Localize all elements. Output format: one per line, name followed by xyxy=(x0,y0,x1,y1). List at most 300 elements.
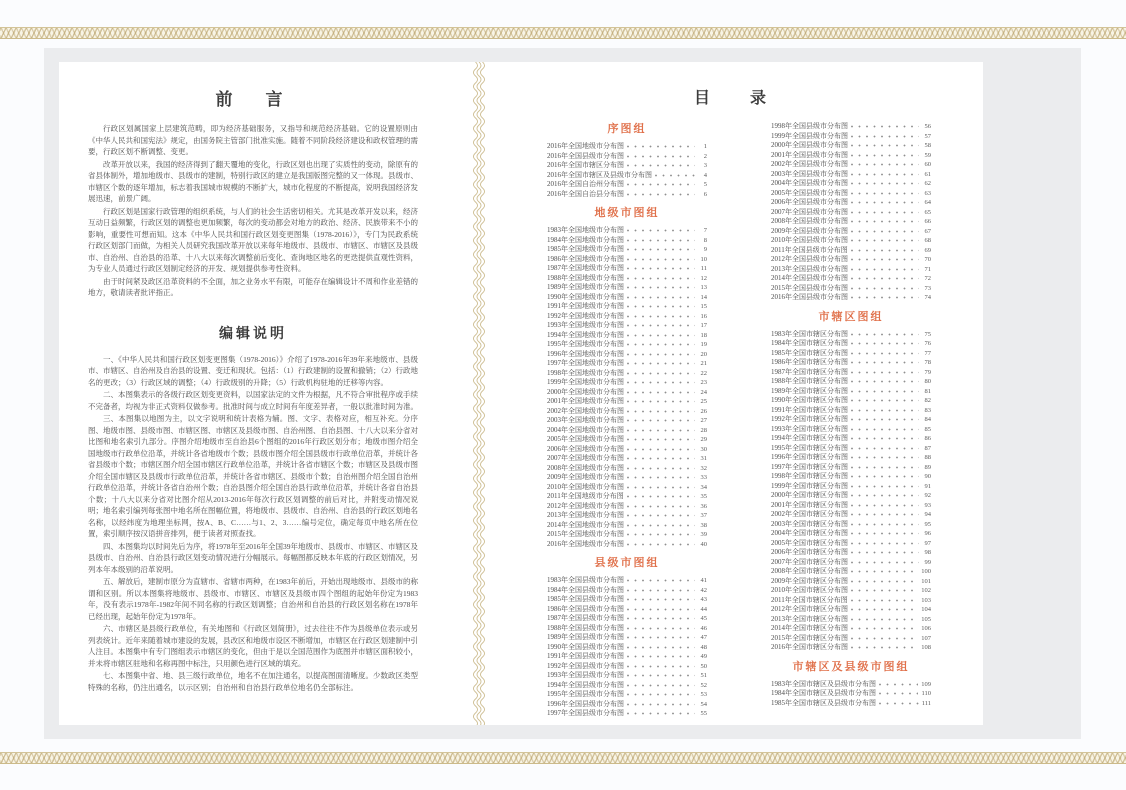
toc-entry-page: 60 xyxy=(924,161,931,168)
dot-leader xyxy=(627,495,695,498)
toc-entry-label: 2000年全国地级市分布图 xyxy=(547,387,624,396)
toc-entry-page: 111 xyxy=(921,699,931,707)
toc-entry-page: 83 xyxy=(924,406,931,414)
toc-entry-page: 43 xyxy=(700,596,707,603)
toc-entry-page: 97 xyxy=(924,539,931,547)
toc-entry xyxy=(547,521,707,531)
dot-leader xyxy=(627,524,695,527)
toc-entry-page: 90 xyxy=(924,473,931,480)
toc-entry-label: 2013年全国地级市分布图 xyxy=(547,511,624,519)
dot-leader xyxy=(851,570,918,573)
toc-entry-page: 98 xyxy=(924,549,931,556)
toc-entry xyxy=(771,179,931,189)
toc-entry-label: 2011年全国县级市分布图 xyxy=(771,245,848,254)
dot-leader xyxy=(627,362,695,365)
toc-entry-label: 2005年全国市辖区分布图 xyxy=(771,538,848,547)
toc-entry-page: 67 xyxy=(924,227,931,235)
toc-entry-page: 22 xyxy=(700,369,707,377)
toc-entry-page: 36 xyxy=(700,502,707,510)
toc-entry-label: 2002年全国市辖区分布图 xyxy=(771,510,848,518)
editorial-paragraphs xyxy=(88,354,418,694)
dot-leader xyxy=(627,400,695,403)
toc-entry-label: 1989年全国县级市分布图 xyxy=(547,633,624,641)
toc-entry-label: 2012年全国县级市分布图 xyxy=(771,255,848,263)
toc-entry xyxy=(547,492,707,502)
toc-entry-label: 1998年全国市辖区分布图 xyxy=(771,472,848,480)
toc-entry xyxy=(547,180,707,190)
toc-entry-label: 2016年全国地级市分布图 xyxy=(547,142,624,150)
toc-entry xyxy=(771,472,931,482)
dot-leader xyxy=(851,125,919,128)
toc-entry-label: 1990年全国市辖区分布图 xyxy=(771,396,848,404)
toc-entry-page: 4 xyxy=(703,171,707,179)
toc-entry-page: 73 xyxy=(924,284,931,292)
toc-entry-label: 2003年全国地级市分布图 xyxy=(547,416,624,424)
toc-entry-label: 1984年全国市辖区分布图 xyxy=(771,339,848,347)
toc-entry xyxy=(771,265,931,275)
toc-entry xyxy=(771,577,931,587)
preface-page xyxy=(59,62,471,725)
toc-entry-page: 29 xyxy=(700,436,707,443)
toc-entry xyxy=(547,388,707,398)
toc-entry-page: 82 xyxy=(924,397,931,404)
toc-entry xyxy=(547,236,707,246)
toc-entry xyxy=(547,700,707,710)
toc-entry xyxy=(547,397,707,407)
dot-leader xyxy=(627,429,695,432)
toc-entry xyxy=(547,435,707,445)
toc-entry xyxy=(771,236,931,246)
toc-entry xyxy=(547,416,707,426)
toc-entry-page: 1 xyxy=(703,143,707,150)
toc-entry-label: 2007年全国地级市分布图 xyxy=(547,454,624,462)
dot-leader xyxy=(627,353,695,356)
dot-leader xyxy=(879,683,918,686)
dot-leader xyxy=(627,703,695,706)
toc-entry-page: 64 xyxy=(924,199,931,206)
dot-leader xyxy=(627,448,695,451)
toc-entry xyxy=(771,284,931,294)
toc-entry-page: 50 xyxy=(700,662,707,670)
dot-leader xyxy=(851,504,919,507)
toc-entry-page: 14 xyxy=(700,293,707,301)
toc-entry-page: 16 xyxy=(700,312,707,320)
toc-entry-label: 1991年全国市辖区分布图 xyxy=(771,405,848,414)
toc-entry xyxy=(771,227,931,237)
toc-entry xyxy=(771,217,931,227)
toc-entry-label: 1983年全国县级市分布图 xyxy=(547,576,624,584)
toc-entry-page: 18 xyxy=(700,331,707,339)
dot-leader xyxy=(851,352,919,355)
dot-leader xyxy=(851,287,919,290)
dot-leader xyxy=(851,523,919,526)
toc-entry-page: 3 xyxy=(703,162,707,169)
editorial-note: 五、解放后，建制市原分为直辖市、省辖市两种，在1983年前后，开始出现地级市、县级市的称谓和区别。所以本图集将地级市、县级市、市辖区、市辖区及县级市四个图组的起始年份定为1983年，没有表示1978年-1982年间不同名称的行政区划调整；自治州和自治县的行政区划名称在1978年已经出现，起始年份定为1978年。 xyxy=(88,577,418,621)
preface-paragraphs xyxy=(88,123,418,299)
toc-entry-page: 66 xyxy=(924,218,931,225)
toc-entry-label: 2008年全国地级市分布图 xyxy=(547,463,624,472)
toc-entry-page: 65 xyxy=(924,208,931,216)
dot-leader xyxy=(851,494,919,497)
toc-entry xyxy=(771,548,931,558)
preface-paragraph: 行政区划是国家行政管理的组织系统，与人们的社会生活密切相关。尤其是改革开发以来，经济互动日益频繁，行政区划的调整也更加频繁，每次的变动都会对地方的政治、经济、民族带来不小的影响，重要性可想而知。这本《中华人民共和国行政区划变更图集（1978-2016）》，专门为民政系统行政区划部门而做，为相关人员研究我国改革开放以来每年地级市、县级市、市辖区、市辖区及县级市、自治州、自治县的沿革、十八大以来每次调整前后变化、查询地区地名的更迭提供直观性资料，为专业人员通过行政区划制定经济的开发、规划提供参考性资料。 xyxy=(88,206,418,273)
toc-section-header: 地级市图组 xyxy=(594,207,660,219)
dot-leader xyxy=(627,258,695,261)
toc-entry xyxy=(771,567,931,577)
toc-entry xyxy=(771,558,931,568)
toc-entry xyxy=(547,161,707,171)
toc-entry-label: 2010年全国县级市分布图 xyxy=(771,236,848,244)
toc-entry xyxy=(771,368,931,378)
toc-entry-label: 1995年全国县级市分布图 xyxy=(547,690,624,698)
toc-entry-page: 31 xyxy=(700,455,707,462)
toc-entry xyxy=(547,302,707,312)
toc-entry-label: 2005年全国地级市分布图 xyxy=(547,435,624,443)
toc-entry-page: 26 xyxy=(700,407,707,415)
dot-leader xyxy=(851,456,919,459)
editorial-note: 四、本图集均以时间先后为序，将1978年至2016年全国39年地级市、县级市、市辖区、市辖区及县级市、自治州、自治县行政区划变动情况进行分幅展示。每幅图都反映本年底的行政区划情况，另列本年本级别的沿革说明。 xyxy=(88,541,418,574)
toc-entry xyxy=(771,586,931,596)
toc-entry-label: 1993年全国县级市分布图 xyxy=(547,671,624,679)
toc-entry-label: 1987年全国地级市分布图 xyxy=(547,264,624,272)
toc-entry xyxy=(771,160,931,170)
toc-entry-label: 1997年全国市辖区分布图 xyxy=(771,462,848,471)
toc-entry-label: 2015年全国地级市分布图 xyxy=(547,530,624,538)
toc-entry-label: 2005年全国县级市分布图 xyxy=(771,188,848,197)
toc-entry xyxy=(771,491,931,501)
dot-leader xyxy=(627,636,695,639)
toc-entry xyxy=(547,274,707,284)
toc-entry-label: 1997年全国地级市分布图 xyxy=(547,359,624,367)
toc-entry-page: 49 xyxy=(700,653,707,660)
toc-entry-label: 1990年全国县级市分布图 xyxy=(547,642,624,651)
toc-entry xyxy=(547,605,707,615)
dot-leader xyxy=(627,646,695,649)
dot-leader xyxy=(627,239,695,242)
toc-entry-page: 42 xyxy=(700,586,707,594)
toc-entry xyxy=(771,520,931,530)
toc-entry-page: 94 xyxy=(924,511,931,518)
dot-leader xyxy=(627,505,695,508)
toc-entry-page: 24 xyxy=(700,388,707,396)
toc-entry-page: 21 xyxy=(700,360,707,367)
dot-leader xyxy=(627,343,695,346)
toc-section-header: 序图组 xyxy=(607,123,647,135)
dot-leader xyxy=(627,267,695,270)
dot-leader xyxy=(851,532,919,535)
dot-leader xyxy=(851,475,919,478)
toc-entry-page: 30 xyxy=(700,445,707,453)
toc-entry-label: 2011年全国市辖区分布图 xyxy=(771,595,848,604)
toc-entry xyxy=(547,624,707,634)
toc-entry xyxy=(547,350,707,360)
editorial-note: 六、市辖区是县级行政单位，有关地图和《行政区划简册》，过去往往不作为县级单位表示或另列表统计。近年来随着城市建设的发展，县改区和地级市设区不断增加，市辖区在行政区划建制中引人注目。本图集中有专门图组表示市辖区的变化，但由于是以全国范围作为底图并市辖区面积较小，并未将市辖区驻地和名称再图中标注，只用颜色进行区域的填充。 xyxy=(88,624,418,668)
dot-leader xyxy=(627,324,695,327)
dot-leader xyxy=(627,419,695,422)
toc-entry xyxy=(547,321,707,331)
toc-entry-page: 76 xyxy=(924,340,931,347)
dot-leader xyxy=(851,447,919,450)
toc-entry-label: 1984年全国县级市分布图 xyxy=(547,585,624,594)
toc-entry-page: 48 xyxy=(700,643,707,651)
toc-entry-label: 2015年全国市辖区分布图 xyxy=(771,633,848,642)
toc-entry-label: 1992年全国市辖区分布图 xyxy=(771,415,848,423)
toc-entry-label: 2006年全国地级市分布图 xyxy=(547,444,624,453)
toc-entry-page: 109 xyxy=(921,680,931,688)
toc-entry-page: 5 xyxy=(703,181,707,188)
dot-leader xyxy=(627,391,695,394)
toc-entry xyxy=(547,614,707,624)
toc-entry xyxy=(547,671,707,681)
dot-leader xyxy=(851,333,919,336)
toc-entry-label: 1989年全国市辖区分布图 xyxy=(771,386,848,395)
toc-entry-label: 1987年全国县级市分布图 xyxy=(547,614,624,622)
toc-entry xyxy=(771,444,931,454)
toc-entry-page: 79 xyxy=(924,368,931,376)
toc-entry xyxy=(547,690,707,700)
dot-leader xyxy=(627,476,695,479)
toc-entry xyxy=(771,358,931,368)
dot-leader xyxy=(627,589,695,592)
editorial-note: 二、本图集表示的各级行政区划变更资料，以国家法定的文件为根据，凡不符合审批程序或手续不完备者，均视为非正式资料仅做参考。批准时间与成立时间有年度差异者，一般以批准时间为准。 xyxy=(88,390,418,411)
preface-paragraph: 改革开放以来，我国的经济得到了翻天覆地的变化，行政区划也出现了实质性的变动，除原有的省县体制外，增加地级市、县级市的建制，特别行政区的建立是我国版图完整的又一体现。县级市、市辖区个数的逐年增加，标志着我国城市规模的不断扩大，城市化程度的不断提高，说明我国经济发展迅速，前景广阔。 xyxy=(88,159,418,203)
toc-entry-label: 2001年全国县级市分布图 xyxy=(771,150,848,159)
toc-entry-label: 1986年全国地级市分布图 xyxy=(547,254,624,263)
toc-entry-label: 1994年全国市辖区分布图 xyxy=(771,434,848,442)
dot-leader xyxy=(851,466,919,469)
toc-entry xyxy=(547,633,707,643)
toc-entry-page: 101 xyxy=(921,577,931,585)
dot-leader xyxy=(627,315,695,318)
toc-entry xyxy=(771,132,931,142)
dot-leader xyxy=(851,342,919,345)
toc-entry-label: 1991年全国地级市分布图 xyxy=(547,302,624,310)
toc-entry-label: 2010年全国市辖区分布图 xyxy=(771,586,848,594)
toc-entry-page: 40 xyxy=(700,540,707,548)
editorial-title: 编辑说明 xyxy=(219,326,287,342)
toc-entry-page: 38 xyxy=(700,521,707,529)
dot-leader xyxy=(851,437,919,440)
dot-leader xyxy=(627,533,695,536)
dot-leader xyxy=(851,249,919,252)
toc-entry-page: 39 xyxy=(700,531,707,538)
toc-entry xyxy=(771,151,931,161)
dot-leader xyxy=(627,543,695,546)
toc-entry xyxy=(771,510,931,520)
toc-entry xyxy=(547,312,707,322)
dot-leader xyxy=(851,580,918,583)
toc-entry xyxy=(771,605,931,615)
preface-paragraph: 行政区划属国家上层建筑范畴，即为经济基础服务，又指导和规范经济基础。它的设置原则由《中华人民共和国宪法》规定，由国务院主管部门批准实施。随着不同阶段经济建设和政权管理的需要，行政区划不断调整、变更。 xyxy=(88,124,418,156)
toc-entry-page: 32 xyxy=(700,464,707,472)
toc-entry-label: 1987年全国市辖区分布图 xyxy=(771,367,848,376)
dot-leader xyxy=(627,665,695,668)
toc-entry-label: 2009年全国县级市分布图 xyxy=(771,226,848,235)
toc-entry-label: 1990年全国地级市分布图 xyxy=(547,292,624,301)
toc-entry-label: 1983年全国市辖区及县级市分布图 xyxy=(771,679,876,688)
toc-entry-page: 100 xyxy=(921,568,931,575)
dot-leader xyxy=(627,277,695,280)
toc-entry-label: 1997年全国县级市分布图 xyxy=(547,709,624,717)
toc-title: 目 录 xyxy=(693,90,778,107)
toc-entry xyxy=(547,530,707,540)
dot-leader xyxy=(851,627,918,630)
dot-leader xyxy=(627,655,695,658)
toc-entry-page: 55 xyxy=(700,710,707,717)
toc-entry-page: 33 xyxy=(700,474,707,481)
toc-entry xyxy=(547,359,707,369)
toc-entry-page: 74 xyxy=(924,294,931,301)
dot-leader xyxy=(851,173,919,176)
dot-leader xyxy=(627,248,695,251)
toc-page xyxy=(489,62,983,725)
toc-entry xyxy=(771,406,931,416)
toc-entry-page: 87 xyxy=(924,444,931,452)
dot-leader xyxy=(627,193,695,196)
toc-entry-label: 1986年全国市辖区分布图 xyxy=(771,358,848,366)
toc-entry xyxy=(547,283,707,293)
spine-ornament-icon xyxy=(471,62,489,725)
dot-leader xyxy=(879,692,918,695)
toc-entry-label: 2002年全国县级市分布图 xyxy=(771,160,848,168)
toc-entry-label: 2004年全国地级市分布图 xyxy=(547,425,624,434)
page-spread xyxy=(59,62,983,725)
toc-entry-label: 1991年全国县级市分布图 xyxy=(547,652,624,660)
toc-entry-page: 92 xyxy=(924,492,931,499)
toc-entry-page: 19 xyxy=(700,341,707,348)
toc-entry-page: 95 xyxy=(924,520,931,528)
toc-entry xyxy=(771,293,931,303)
toc-entry-label: 1985年全国县级市分布图 xyxy=(547,595,624,603)
toc-entry-label: 2016年全国市辖区分布图 xyxy=(547,161,624,169)
toc-entry xyxy=(771,624,931,634)
toc-entry xyxy=(547,473,707,483)
dot-leader xyxy=(627,674,695,677)
dot-leader xyxy=(851,154,919,157)
toc-entry-label: 2009年全国市辖区分布图 xyxy=(771,576,848,585)
toc-entry xyxy=(547,340,707,350)
toc-columns xyxy=(547,122,931,719)
toc-entry xyxy=(547,643,707,653)
toc-entry-label: 2006年全国县级市分布图 xyxy=(771,198,848,206)
toc-entry xyxy=(771,349,931,359)
dot-leader xyxy=(627,514,695,517)
toc-entry-label: 1998年全国县级市分布图 xyxy=(771,122,848,130)
dot-leader xyxy=(879,702,919,705)
toc-entry-label: 1993年全国地级市分布图 xyxy=(547,321,624,329)
toc-entry-page: 85 xyxy=(924,425,931,433)
toc-entry-label: 2014年全国市辖区分布图 xyxy=(771,624,848,632)
toc-entry xyxy=(771,198,931,208)
toc-entry-page: 71 xyxy=(924,265,931,273)
dot-leader xyxy=(851,361,919,364)
toc-entry xyxy=(771,122,931,132)
toc-entry xyxy=(547,454,707,464)
toc-entry-label: 2014年全国县级市分布图 xyxy=(771,274,848,282)
dot-leader xyxy=(627,693,695,696)
toc-entry xyxy=(547,245,707,255)
toc-entry-page: 58 xyxy=(924,142,931,149)
toc-entry-page: 69 xyxy=(924,246,931,254)
toc-entry-label: 2004年全国县级市分布图 xyxy=(771,179,848,187)
toc-entry-label: 1995年全国地级市分布图 xyxy=(547,340,624,348)
dot-leader xyxy=(851,239,919,242)
toc-entry-label: 1984年全国市辖区及县级市分布图 xyxy=(771,689,876,697)
toc-entry-page: 51 xyxy=(700,672,707,679)
toc-entry-label: 1986年全国县级市分布图 xyxy=(547,604,624,613)
toc-entry-label: 1994年全国地级市分布图 xyxy=(547,330,624,339)
dot-leader xyxy=(851,390,919,393)
dot-leader xyxy=(851,182,919,185)
toc-entry xyxy=(771,434,931,444)
dot-leader xyxy=(851,608,918,611)
toc-entry-page: 62 xyxy=(924,180,931,187)
toc-entry xyxy=(771,539,931,549)
dot-leader xyxy=(627,486,695,489)
toc-entry-label: 2003年全国市辖区分布图 xyxy=(771,519,848,528)
toc-entry-page: 34 xyxy=(700,483,707,491)
toc-section-header: 县级市图组 xyxy=(594,557,660,569)
toc-entry-page: 44 xyxy=(700,605,707,613)
dot-leader xyxy=(851,428,919,431)
toc-entry-label: 2016年全国地级市分布图 xyxy=(547,539,624,548)
preface-title: 前 言 xyxy=(215,90,291,109)
toc-entry xyxy=(771,377,931,387)
dot-leader xyxy=(851,258,919,261)
toc-entry xyxy=(771,208,931,218)
dot-leader xyxy=(851,201,919,204)
toc-entry-page: 56 xyxy=(924,123,931,130)
toc-entry-page: 99 xyxy=(924,558,931,566)
toc-entry xyxy=(771,529,931,539)
toc-entry-page: 59 xyxy=(924,151,931,159)
toc-entry-label: 2015年全国县级市分布图 xyxy=(771,283,848,292)
toc-entry-label: 2008年全国市辖区分布图 xyxy=(771,567,848,575)
toc-entry-page: 70 xyxy=(924,256,931,263)
toc-entry-label: 1996年全国市辖区分布图 xyxy=(771,453,848,461)
toc-entry-label: 2003年全国县级市分布图 xyxy=(771,169,848,178)
toc-entry-label: 2016年全国县级市分布图 xyxy=(771,293,848,301)
toc-entry-page: 8 xyxy=(703,236,707,244)
toc-entry xyxy=(771,330,931,340)
toc-entry-label: 2009年全国地级市分布图 xyxy=(547,473,624,481)
dot-leader xyxy=(851,371,919,374)
toc-entry xyxy=(771,615,931,625)
dot-leader xyxy=(627,579,695,582)
toc-entry xyxy=(771,482,931,492)
dot-leader xyxy=(655,174,695,177)
dot-leader xyxy=(851,135,919,138)
dot-leader xyxy=(627,617,695,620)
toc-entry-page: 47 xyxy=(700,634,707,641)
dot-leader xyxy=(627,229,695,232)
toc-entry xyxy=(771,415,931,425)
toc-entry-label: 2016年全国自治州分布图 xyxy=(547,180,624,188)
dot-leader xyxy=(851,211,919,214)
preface-paragraph: 由于时间紧及政区沿革资料的不全面，加之业务水平有限，可能存在编辑设计不周和作业差错的地方，敬请读者批评指正。 xyxy=(88,276,418,297)
toc-entry-label: 2007年全国市辖区分布图 xyxy=(771,557,848,566)
toc-entry xyxy=(547,226,707,236)
toc-entry-label: 2013年全国市辖区分布图 xyxy=(771,614,848,623)
dot-leader xyxy=(851,296,919,299)
toc-entry-label: 2006年全国市辖区分布图 xyxy=(771,548,848,556)
toc-entry-page: 15 xyxy=(700,303,707,310)
toc-entry xyxy=(547,255,707,265)
toc-entry xyxy=(771,689,931,699)
toc-entry-page: 13 xyxy=(700,284,707,291)
toc-entry-page: 105 xyxy=(921,615,931,623)
toc-entry xyxy=(547,502,707,512)
